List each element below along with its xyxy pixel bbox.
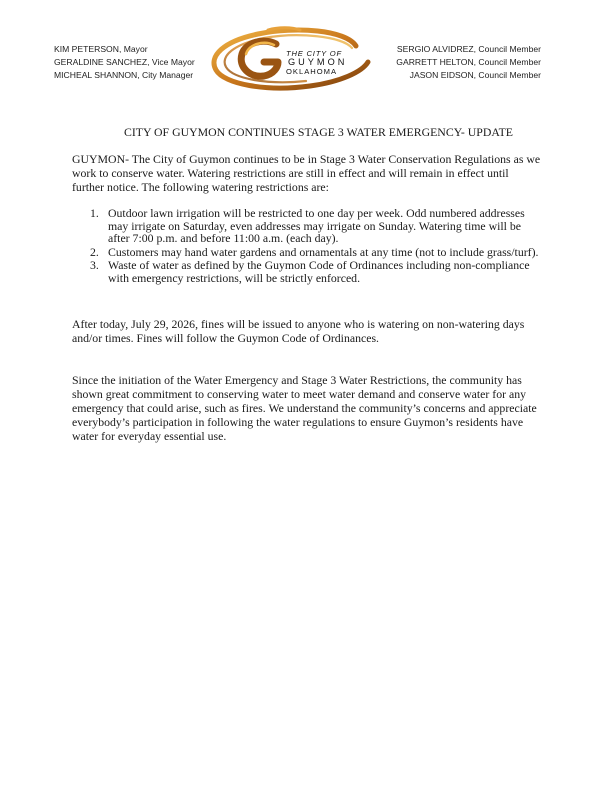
list-item-number: 2. xyxy=(90,244,99,259)
list-item-text: Outdoor lawn irrigation will be restricted to one day per week. Odd numbered addresses may irrigate on Saturday, even addresses may irrigate on Sunday. Watering time will be after 7:00 p.m. and before 11:00 a.m. (each day). xyxy=(108,206,525,246)
official-council-member-2: GARRETT HELTON, Council Member xyxy=(396,57,541,68)
intro-paragraph: GUYMON- The City of Guymon continues to be in Stage 3 Water Conservation Regulations as we work to conserve water. Watering restrictions are still in effect and will remain in effect until further notice. The following watering restrictions are: xyxy=(72,152,541,195)
official-council-member-3: JASON EIDSON, Council Member xyxy=(409,70,541,81)
document-title: CITY OF GUYMON CONTINUES STAGE 3 WATER EMERGENCY- UPDATE xyxy=(124,125,514,139)
list-item xyxy=(72,207,542,245)
officials-left-column xyxy=(54,43,195,83)
logo-line-oklahoma: OKLAHOMA xyxy=(286,67,338,76)
city-logo xyxy=(206,24,374,94)
official-council-member-1: SERGIO ALVIDREZ, Council Member xyxy=(396,44,541,54)
officials-right-column xyxy=(396,43,541,83)
city-logo-wordmark xyxy=(286,49,347,76)
official-vice-mayor: GERALDINE SANCHEZ, Vice Mayor xyxy=(54,57,195,68)
restrictions-list xyxy=(72,207,542,286)
fines-paragraph: After today, July 29, 2026, fines will be issued to anyone who is watering on non-watering days and/or times. Fines will follow the Guymon Code of Ordinances. xyxy=(72,317,525,346)
official-city-manager: MICHEAL SHANNON, City Manager xyxy=(54,70,194,81)
list-item-text: Customers may hand water gardens and ornamentals at any time (not to include grass/turf). xyxy=(108,244,539,259)
list-item-text: Waste of water as defined by the Guymon Code of Ordinances including non-compliance with emergency restrictions, will be strictly enforced. xyxy=(108,258,530,285)
logo-line-guymon: GUYMON xyxy=(288,57,348,67)
list-item xyxy=(72,259,542,284)
logo-line-the-city-of: THE CITY OF xyxy=(286,49,342,58)
list-item-number: 1. xyxy=(90,206,99,220)
list-item-number: 3. xyxy=(90,258,99,273)
closing-paragraph: Since the initiation of the Water Emergency and Stage 3 Water Restrictions, the community has shown great commitment to conserving water to meet water demand and conserve water for any emergency that could arise, such as fires. We understand the community’s concerns and appreciate everybody’s participation in following the water regulations to ensure Guymon’s residents have water for everyday essential use. xyxy=(72,373,537,444)
letterhead xyxy=(0,0,612,100)
list-item xyxy=(72,246,542,259)
official-mayor: KIM PETERSON, Mayor xyxy=(54,44,148,54)
